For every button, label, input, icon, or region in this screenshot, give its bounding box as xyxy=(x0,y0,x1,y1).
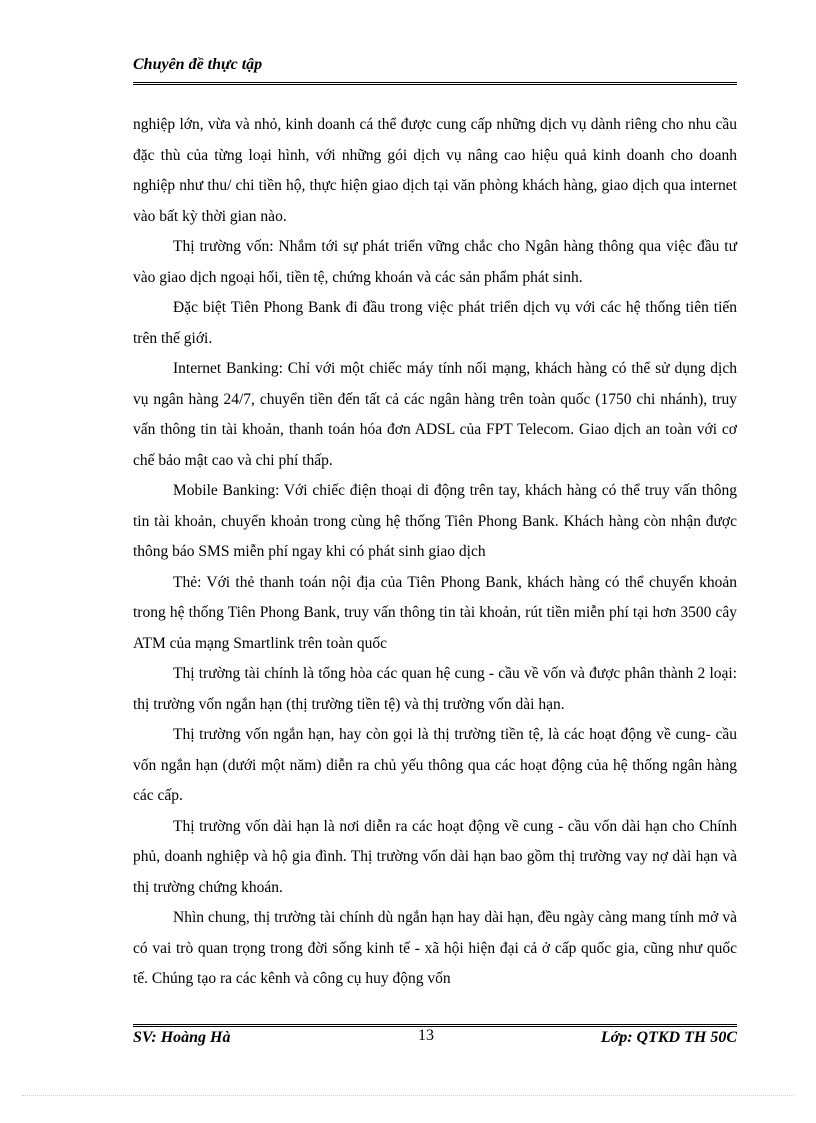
paragraph: Internet Banking: Chỉ với một chiếc máy tính nối mạng, khách hàng có thể sử dụng dịch vụ ngân hàng 24/7, chuyển tiền đến tất cả các ngân hàng trên toàn quốc (1750 chi nhánh), truy vấn thông tin tài khoản, thanh toán hóa đơn ADSL của FPT Telecom. Giao dịch an toàn với cơ chế bảo mật cao và chi phí thấp. xyxy=(133,360,737,469)
footer-class-name: Lớp: QTKD TH 50C xyxy=(600,1029,737,1046)
paragraph: Thị trường vốn dài hạn là nơi diễn ra các hoạt động về cung - cầu vốn dài hạn cho Chính phủ, doanh nghiệp và hộ gia đình. Thị trường vốn dài hạn bao gồm thị trường vay nợ dài hạn và thị trường chứng khoán. xyxy=(133,817,737,896)
page-number: 13 xyxy=(418,1027,434,1044)
paragraph: Thẻ: Với thẻ thanh toán nội địa của Tiên Phong Bank, khách hàng có thể chuyển khoản trong hệ thống Tiên Phong Bank, truy vấn thông tin tài khoản, rút tiền miễn phí tại hơn 3500 cây ATM của mạng Smartlink trên toàn quốc xyxy=(133,573,737,652)
page-header-title: Chuyên đề thực tập xyxy=(133,56,263,73)
paragraph: Nhìn chung, thị trường tài chính dù ngắn hạn hay dài hạn, đều ngày càng mang tính mở và có vai trò quan trọng trong đời sống kinh tế - xã hội hiện đại cả ở cấp quốc gia, cũng như quốc tế. Chúng tạo ra các kênh và công cụ huy động vốn xyxy=(133,909,737,987)
footer-student-name: SV: Hoàng Hà xyxy=(133,1029,231,1046)
page-boundary xyxy=(22,1095,794,1096)
paragraph: Thị trường tài chính là tổng hòa các quan hệ cung - cầu về vốn và được phân thành 2 loại: thị trường vốn ngắn hạn (thị trường tiền tệ) và thị trường vốn dài hạn. xyxy=(133,665,737,713)
paragraph: Đặc biệt Tiên Phong Bank đi đầu trong việc phát triển dịch vụ với các hệ thống tiên tiến trên thế giới. xyxy=(133,299,737,347)
paragraph: Thị trường vốn ngắn hạn, hay còn gọi là thị trường tiền tệ, là các hoạt động về cung- cầu vốn ngắn hạn (dưới một năm) diễn ra chủ yếu thông qua các hoạt động của hệ thống ngân hàng các cấp. xyxy=(133,726,737,804)
paragraph: nghiệp lớn, vừa và nhỏ, kinh doanh cá thể được cung cấp những dịch vụ dành riêng cho nhu cầu đặc thù của từng loại hình, với những gói dịch vụ nâng cao hiệu quả kinh doanh cho doanh nghiệp như thu/ chi tiền hộ, thực hiện giao dịch tại văn phòng khách hàng, giao dịch qua internet vào bất kỳ thời gian nào. xyxy=(133,116,737,225)
footer-divider xyxy=(133,1024,737,1027)
header-divider xyxy=(133,82,737,85)
paragraph: Mobile Banking: Với chiếc điện thoại di động trên tay, khách hàng có thể truy vấn thông tin tài khoản, chuyển khoản trong cùng hệ thống Tiên Phong Bank. Khách hàng còn nhận được thông báo SMS miễn phí ngay khi có phát sinh giao dịch xyxy=(133,482,737,560)
body-text xyxy=(133,110,737,995)
paragraph: Thị trường vốn: Nhắm tới sự phát triển vững chắc cho Ngân hàng thông qua việc đầu tư vào giao dịch ngoại hối, tiền tệ, chứng khoán và các sản phẩm phát sinh. xyxy=(133,238,737,286)
